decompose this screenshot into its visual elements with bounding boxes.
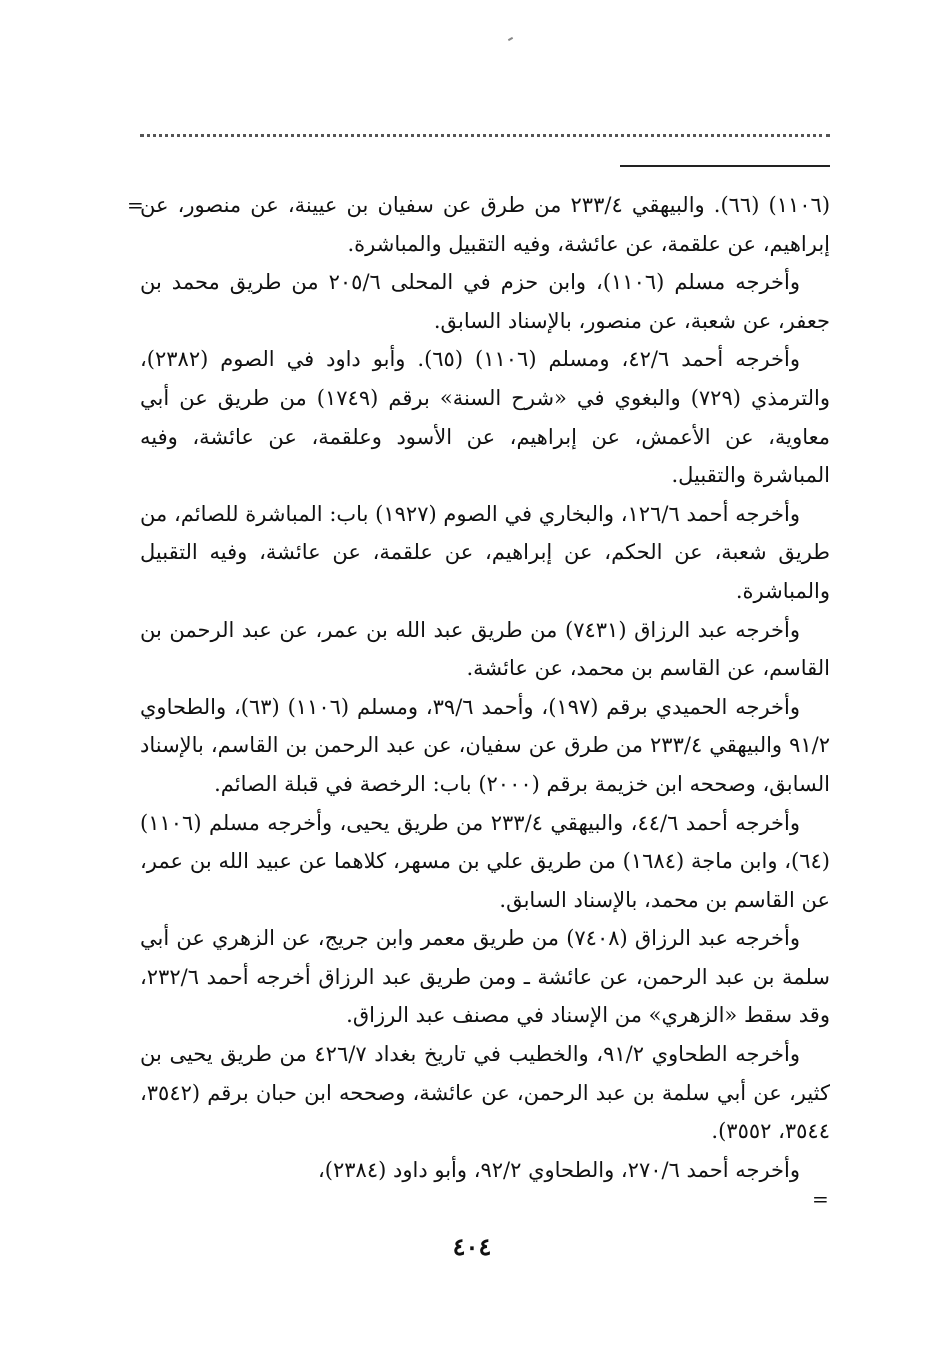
footnote-paragraph: وأخرجه عبد الرزاق (٧٤٣١) من طريق عبد الله بن عمر، عن عبد الرحمن بن القاسم، عن القاسم بن محمد، عن عائشة. bbox=[140, 617, 830, 681]
page-number: ٤٠٤ bbox=[452, 1232, 492, 1261]
continuation-marker-bottom: = bbox=[812, 1187, 829, 1211]
footnote-paragraph: وأخرجه مسلم (١١٠٦)، وابن حزم في المحلى ٢٠٥/٦ من طريق محمد بن جعفر، عن شعبة، عن منصور، بالإسناد السابق. bbox=[140, 270, 830, 333]
scan-speck bbox=[508, 37, 513, 41]
dotted-separator bbox=[140, 118, 830, 137]
footnote-paragraph: وأخرجه عبد الرزاق (٧٤٠٨) من طريق معمر وابن جريج، عن الزهري عن أبي سلمة بن عبد الرحمن، عن عائشة ـ ومن طريق عبد الرزاق أخرجه أحمد ٢٣٢/٦، وقد سقط «الزهري» من الإسناد في مصنف عبد الرزاق. bbox=[140, 926, 830, 1028]
footnote-paragraph: وأخرجه أحمد ٤٤/٦، والبيهقي ٢٣٣/٤ من طريق يحيى، وأخرجه مسلم (١١٠٦) (٦٤)، وابن ماجة (١٦٨٤) من طريق علي بن مسهر، كلاهما عن عبيد الله بن عمر، عن القاسم بن محمد، بالإسناد السابق. bbox=[140, 810, 830, 912]
footnotes-block bbox=[140, 186, 830, 1189]
footnote-rule bbox=[620, 165, 830, 167]
footnote-paragraph: وأخرجه أحمد ١٢٦/٦، والبخاري في الصوم (١٩٢٧) باب: المباشرة للصائم، من طريق شعبة، عن الحكم، عن إبراهيم، عن علقمة، عن عائشة، وفيه التقبيل والمباشرة. bbox=[140, 501, 830, 603]
footnote-paragraph: وأخرجه أحمد ٢٧٠/٦، والطحاوي ٩٢/٢، وأبو داود (٢٣٨٤)، bbox=[318, 1157, 800, 1182]
footnote-paragraph: وأخرجه أحمد ٤٢/٦، ومسلم (١١٠٦) (٦٥). وأبو داود في الصوم (٢٣٨٢)، والترمذي (٧٢٩) والبغوي في «شرح السنة» برقم (١٧٤٩) من طريق عن أبي معاوية، عن الأعمش، عن إبراهيم، عن الأسود وعلقمة، عن عائشة، وفيه المباشرة والتقبيل. bbox=[140, 347, 830, 488]
footnote-paragraph: وأخرجه الحميدي برقم (١٩٧)، وأحمد ٣٩/٦، ومسلم (١١٠٦) (٦٣)، والطحاوي ٩١/٢ والبيهقي ٢٣٣/٤ من طرق عن سفيان، عن عبد الرحمن بن القاسم، بالإسناد السابق، وصححه ابن خزيمة برقم (٢٠٠٠) باب: الرخصة في قبلة الصائم. bbox=[140, 694, 830, 796]
continuation-marker-top: = bbox=[127, 193, 144, 217]
footnote-paragraph: وأخرجه الطحاوي ٩١/٢، والخطيب في تاريخ بغداد ٤٢٦/٧ من طريق يحيى بن كثير، عن أبي سلمة بن عبد الرحمن، عن عائشة، وصححه ابن حبان برقم (٣٥٤٢، ٣٥٤٤، ٣٥٥٢). bbox=[140, 1042, 830, 1144]
footnote-paragraph: (١١٠٦) (٦٦). والبيهقي ٢٣٣/٤ من طرق عن سفيان بن عيينة، عن منصور، عن إبراهيم، عن علقمة، عن عائشة، وفيه التقبيل والمباشرة. bbox=[140, 193, 831, 256]
